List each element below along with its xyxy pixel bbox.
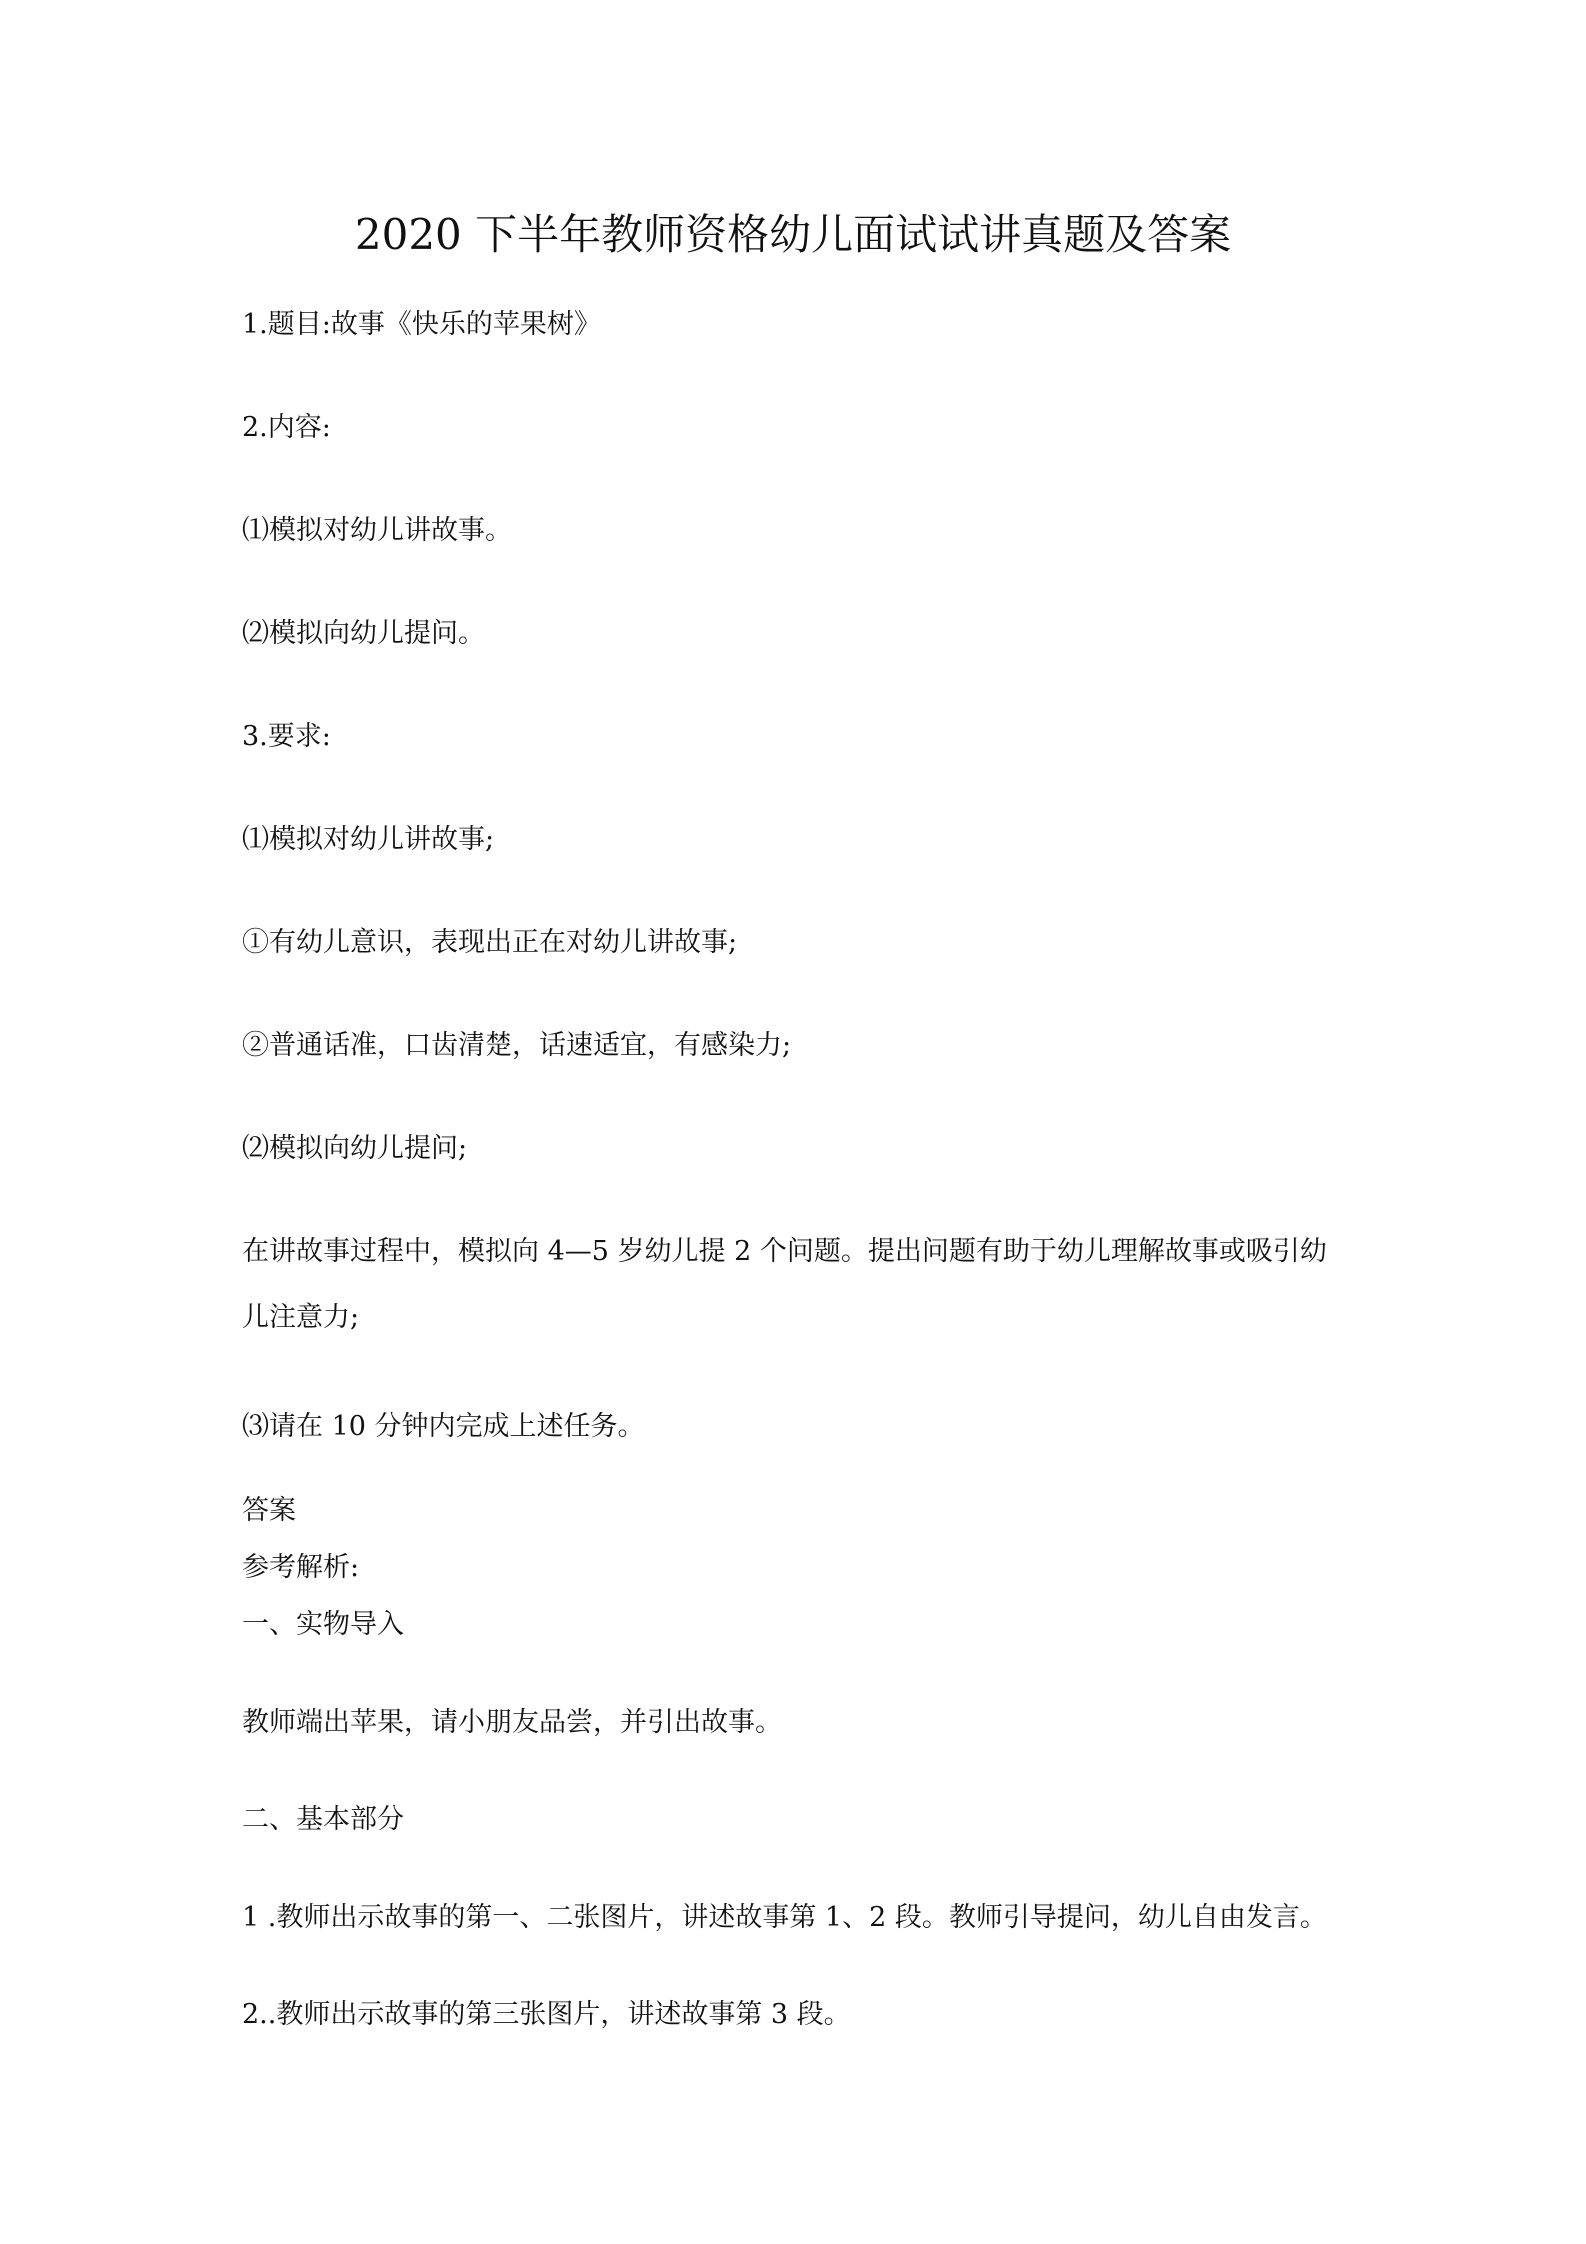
section-1-heading: 一、实物导入 (242, 1609, 404, 1640)
content-item-1: ⑴模拟对幼儿讲故事。 (242, 515, 512, 546)
section-2-step-2: 2..教师出示故事的第三张图片，讲述故事第 3 段。 (242, 1999, 851, 2030)
section-1-text: 教师端出苹果，请小朋友品尝，并引出故事。 (242, 1707, 782, 1738)
requirement-item-3: ⑶请在 10 分钟内完成上述任务。 (242, 1411, 645, 1442)
analysis-heading: 参考解析: (242, 1552, 360, 1583)
requirement-sub-2: ②普通话准，口齿清楚，话速适宜，有感染力; (242, 1030, 792, 1061)
section-2-heading: 二、基本部分 (242, 1804, 404, 1835)
requirement-item-1: ⑴模拟对幼儿讲故事; (242, 824, 495, 855)
requirement-sub-1: ①有幼儿意识，表现出正在对幼儿讲故事; (242, 927, 738, 958)
content-heading: 2.内容: (242, 412, 331, 443)
requirement-detail-line-2: 儿注意力; (242, 1302, 360, 1333)
content-item-2: ⑵模拟向幼儿提问。 (242, 618, 485, 649)
requirements-heading: 3.要求: (242, 721, 331, 752)
requirement-item-2: ⑵模拟向幼儿提问; (242, 1133, 468, 1164)
answer-heading: 答案 (242, 1495, 296, 1526)
document-title: 2020 下半年教师资格幼儿面试试讲真题及答案 (354, 210, 1232, 259)
requirement-detail-line-1: 在讲故事过程中，模拟向 4—5 岁幼儿提 2 个问题。提出问题有助于幼儿理解故事或吸引幼 (242, 1236, 1327, 1267)
section-2-step-1: 1 .教师出示故事的第一、二张图片，讲述故事第 1、2 段。教师引导提问，幼儿自由发言。 (242, 1902, 1327, 1933)
question-topic: 1.题目:故事《快乐的苹果树》 (242, 309, 601, 340)
